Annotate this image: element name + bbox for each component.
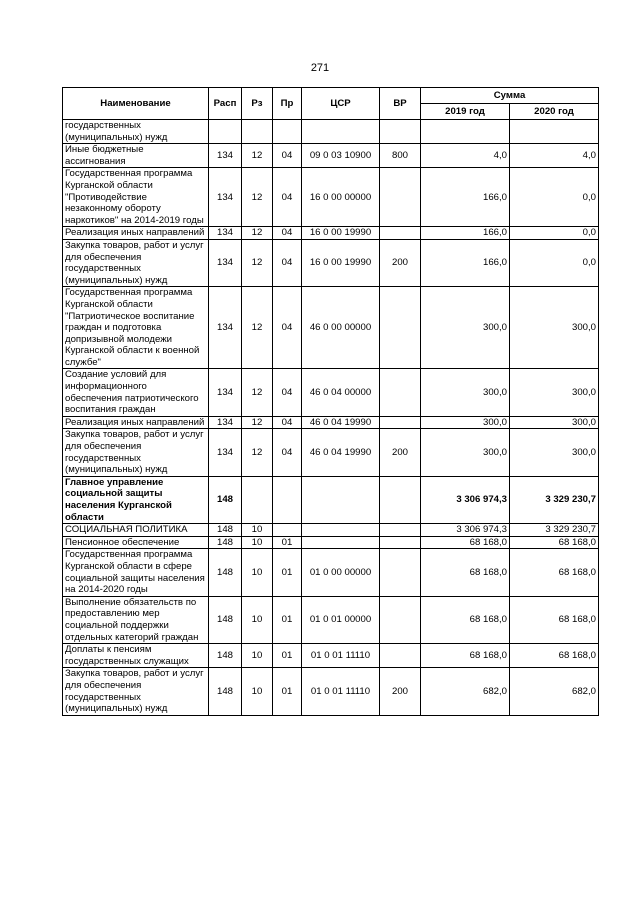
cell-rz: 10 (242, 644, 273, 668)
cell-vr (380, 369, 421, 416)
cell-name: Выполнение обязательств по предоставлению мер социальной поддержки отдельных категорий граждан (63, 596, 209, 643)
cell-name: Создание условий для информационного обеспечения патриотического воспитания граждан (63, 369, 209, 416)
cell-rasp: 148 (209, 536, 242, 549)
cell-sum-2020: 300,0 (510, 369, 599, 416)
cell-pr: 04 (273, 227, 302, 240)
cell-name: СОЦИАЛЬНАЯ ПОЛИТИКА (63, 524, 209, 537)
cell-pr: 04 (273, 287, 302, 369)
cell-rz (242, 120, 273, 144)
budget-table (62, 87, 599, 716)
col-header-vr: ВР (380, 88, 421, 120)
table-body (63, 120, 599, 716)
cell-rz: 10 (242, 536, 273, 549)
cell-name: государственных (муниципальных) нужд (63, 120, 209, 144)
cell-vr (380, 644, 421, 668)
cell-csr (302, 476, 380, 523)
cell-name: Реализация иных направлений (63, 227, 209, 240)
cell-rz: 10 (242, 668, 273, 715)
cell-name: Реализация иных направлений (63, 416, 209, 429)
cell-name: Иные бюджетные ассигнования (63, 144, 209, 168)
table-row (63, 144, 599, 168)
cell-rasp: 148 (209, 668, 242, 715)
cell-name: Государственная программа Курганской области в сфере социальной защиты населения на 2014-2020 годы (63, 549, 209, 596)
table-row (63, 476, 599, 523)
table-row (63, 596, 599, 643)
cell-sum-2020: 300,0 (510, 287, 599, 369)
cell-sum-2020: 300,0 (510, 416, 599, 429)
cell-vr (380, 524, 421, 537)
cell-name: Закупка товаров, работ и услуг для обеспечения государственных (муниципальных) нужд (63, 429, 209, 476)
cell-vr (380, 476, 421, 523)
cell-rasp: 148 (209, 596, 242, 643)
table-row (63, 668, 599, 715)
table-row (63, 416, 599, 429)
cell-rz: 12 (242, 168, 273, 227)
cell-pr: 01 (273, 596, 302, 643)
cell-name: Главное управление социальной защиты населения Курганской области (63, 476, 209, 523)
cell-sum-2020: 300,0 (510, 429, 599, 476)
cell-rz: 12 (242, 416, 273, 429)
cell-sum-2019: 3 306 974,3 (421, 524, 510, 537)
cell-rasp: 148 (209, 476, 242, 523)
col-header-pr: Пр (273, 88, 302, 120)
cell-pr: 04 (273, 416, 302, 429)
cell-rz: 10 (242, 549, 273, 596)
cell-sum-2019: 68 168,0 (421, 596, 510, 643)
cell-rasp: 134 (209, 168, 242, 227)
cell-csr (302, 536, 380, 549)
cell-pr: 04 (273, 239, 302, 286)
cell-sum-2020: 682,0 (510, 668, 599, 715)
col-header-2019: 2019 год (421, 104, 510, 120)
cell-name: Государственная программа Курганской области "Патриотическое воспитание граждан и подготовка допризывной молодежи Курганской области к военной службе" (63, 287, 209, 369)
cell-csr: 09 0 03 10900 (302, 144, 380, 168)
cell-sum-2020 (510, 120, 599, 144)
cell-sum-2019: 3 306 974,3 (421, 476, 510, 523)
cell-pr: 01 (273, 644, 302, 668)
cell-vr (380, 416, 421, 429)
page-number: 271 (310, 62, 330, 74)
cell-pr: 01 (273, 668, 302, 715)
cell-vr (380, 596, 421, 643)
cell-vr: 800 (380, 144, 421, 168)
cell-csr: 46 0 04 00000 (302, 369, 380, 416)
cell-name: Государственная программа Курганской области "Противодействие незаконному обороту наркотиков" на 2014-2019 годы (63, 168, 209, 227)
cell-vr: 200 (380, 668, 421, 715)
cell-name: Доплаты к пенсиям государственных служащих (63, 644, 209, 668)
cell-name: Закупка товаров, работ и услуг для обеспечения государственных (муниципальных) нужд (63, 668, 209, 715)
cell-vr (380, 227, 421, 240)
cell-name: Закупка товаров, работ и услуг для обеспечения государственных (муниципальных) нужд (63, 239, 209, 286)
cell-sum-2019: 68 168,0 (421, 536, 510, 549)
cell-csr: 46 0 04 19990 (302, 429, 380, 476)
cell-rasp: 134 (209, 287, 242, 369)
cell-pr (273, 120, 302, 144)
col-header-sum: Сумма (421, 88, 599, 104)
col-header-name: Наименование (63, 88, 209, 120)
cell-csr: 16 0 00 00000 (302, 168, 380, 227)
cell-rz: 12 (242, 227, 273, 240)
cell-sum-2020: 3 329 230,7 (510, 476, 599, 523)
cell-sum-2020: 68 168,0 (510, 644, 599, 668)
cell-sum-2020: 0,0 (510, 168, 599, 227)
table-row (63, 549, 599, 596)
cell-rz (242, 476, 273, 523)
cell-sum-2019: 300,0 (421, 369, 510, 416)
cell-sum-2019: 166,0 (421, 168, 510, 227)
cell-csr: 46 0 04 19990 (302, 416, 380, 429)
cell-pr: 04 (273, 369, 302, 416)
cell-csr (302, 524, 380, 537)
table-row (63, 287, 599, 369)
cell-vr: 200 (380, 239, 421, 286)
cell-vr: 200 (380, 429, 421, 476)
col-header-csr: ЦСР (302, 88, 380, 120)
cell-pr (273, 524, 302, 537)
cell-sum-2019: 300,0 (421, 429, 510, 476)
cell-sum-2020: 4,0 (510, 144, 599, 168)
cell-vr (380, 549, 421, 596)
cell-pr: 04 (273, 144, 302, 168)
cell-rasp: 134 (209, 429, 242, 476)
cell-csr: 01 0 01 11110 (302, 668, 380, 715)
col-header-rz: Рз (242, 88, 273, 120)
cell-rz: 12 (242, 239, 273, 286)
cell-pr: 04 (273, 168, 302, 227)
cell-pr: 01 (273, 549, 302, 596)
cell-sum-2020: 68 168,0 (510, 536, 599, 549)
cell-rz: 10 (242, 596, 273, 643)
cell-sum-2020: 3 329 230,7 (510, 524, 599, 537)
cell-vr (380, 536, 421, 549)
cell-pr (273, 476, 302, 523)
table-row (63, 239, 599, 286)
table-row (63, 168, 599, 227)
cell-csr: 01 0 01 11110 (302, 644, 380, 668)
cell-rasp: 134 (209, 369, 242, 416)
table-row (63, 644, 599, 668)
cell-csr: 46 0 00 00000 (302, 287, 380, 369)
cell-sum-2019: 166,0 (421, 227, 510, 240)
cell-sum-2019 (421, 120, 510, 144)
cell-rasp: 148 (209, 644, 242, 668)
cell-rasp: 134 (209, 144, 242, 168)
cell-rasp: 148 (209, 549, 242, 596)
cell-sum-2019: 68 168,0 (421, 549, 510, 596)
cell-rasp: 134 (209, 239, 242, 286)
cell-name: Пенсионное обеспечение (63, 536, 209, 549)
cell-sum-2019: 300,0 (421, 416, 510, 429)
col-header-rasp: Расп (209, 88, 242, 120)
cell-sum-2019: 682,0 (421, 668, 510, 715)
cell-rasp: 134 (209, 227, 242, 240)
cell-rz: 12 (242, 144, 273, 168)
table-row (63, 227, 599, 240)
cell-csr: 01 0 00 00000 (302, 549, 380, 596)
table-row (63, 429, 599, 476)
table-row (63, 536, 599, 549)
table-row (63, 524, 599, 537)
cell-rz: 10 (242, 524, 273, 537)
cell-pr: 04 (273, 429, 302, 476)
cell-sum-2020: 0,0 (510, 227, 599, 240)
cell-vr (380, 168, 421, 227)
cell-sum-2020: 0,0 (510, 239, 599, 286)
col-header-2020: 2020 год (510, 104, 599, 120)
table-row (63, 369, 599, 416)
cell-vr (380, 120, 421, 144)
cell-sum-2019: 300,0 (421, 287, 510, 369)
cell-csr: 01 0 01 00000 (302, 596, 380, 643)
cell-sum-2020: 68 168,0 (510, 549, 599, 596)
cell-csr: 16 0 00 19990 (302, 239, 380, 286)
cell-rz: 12 (242, 369, 273, 416)
cell-pr: 01 (273, 536, 302, 549)
cell-sum-2019: 68 168,0 (421, 644, 510, 668)
table-row (63, 120, 599, 144)
cell-rasp: 148 (209, 524, 242, 537)
cell-rz: 12 (242, 287, 273, 369)
cell-sum-2019: 4,0 (421, 144, 510, 168)
cell-sum-2019: 166,0 (421, 239, 510, 286)
cell-csr (302, 120, 380, 144)
cell-rz: 12 (242, 429, 273, 476)
cell-sum-2020: 68 168,0 (510, 596, 599, 643)
cell-rasp (209, 120, 242, 144)
cell-vr (380, 287, 421, 369)
cell-rasp: 134 (209, 416, 242, 429)
cell-csr: 16 0 00 19990 (302, 227, 380, 240)
